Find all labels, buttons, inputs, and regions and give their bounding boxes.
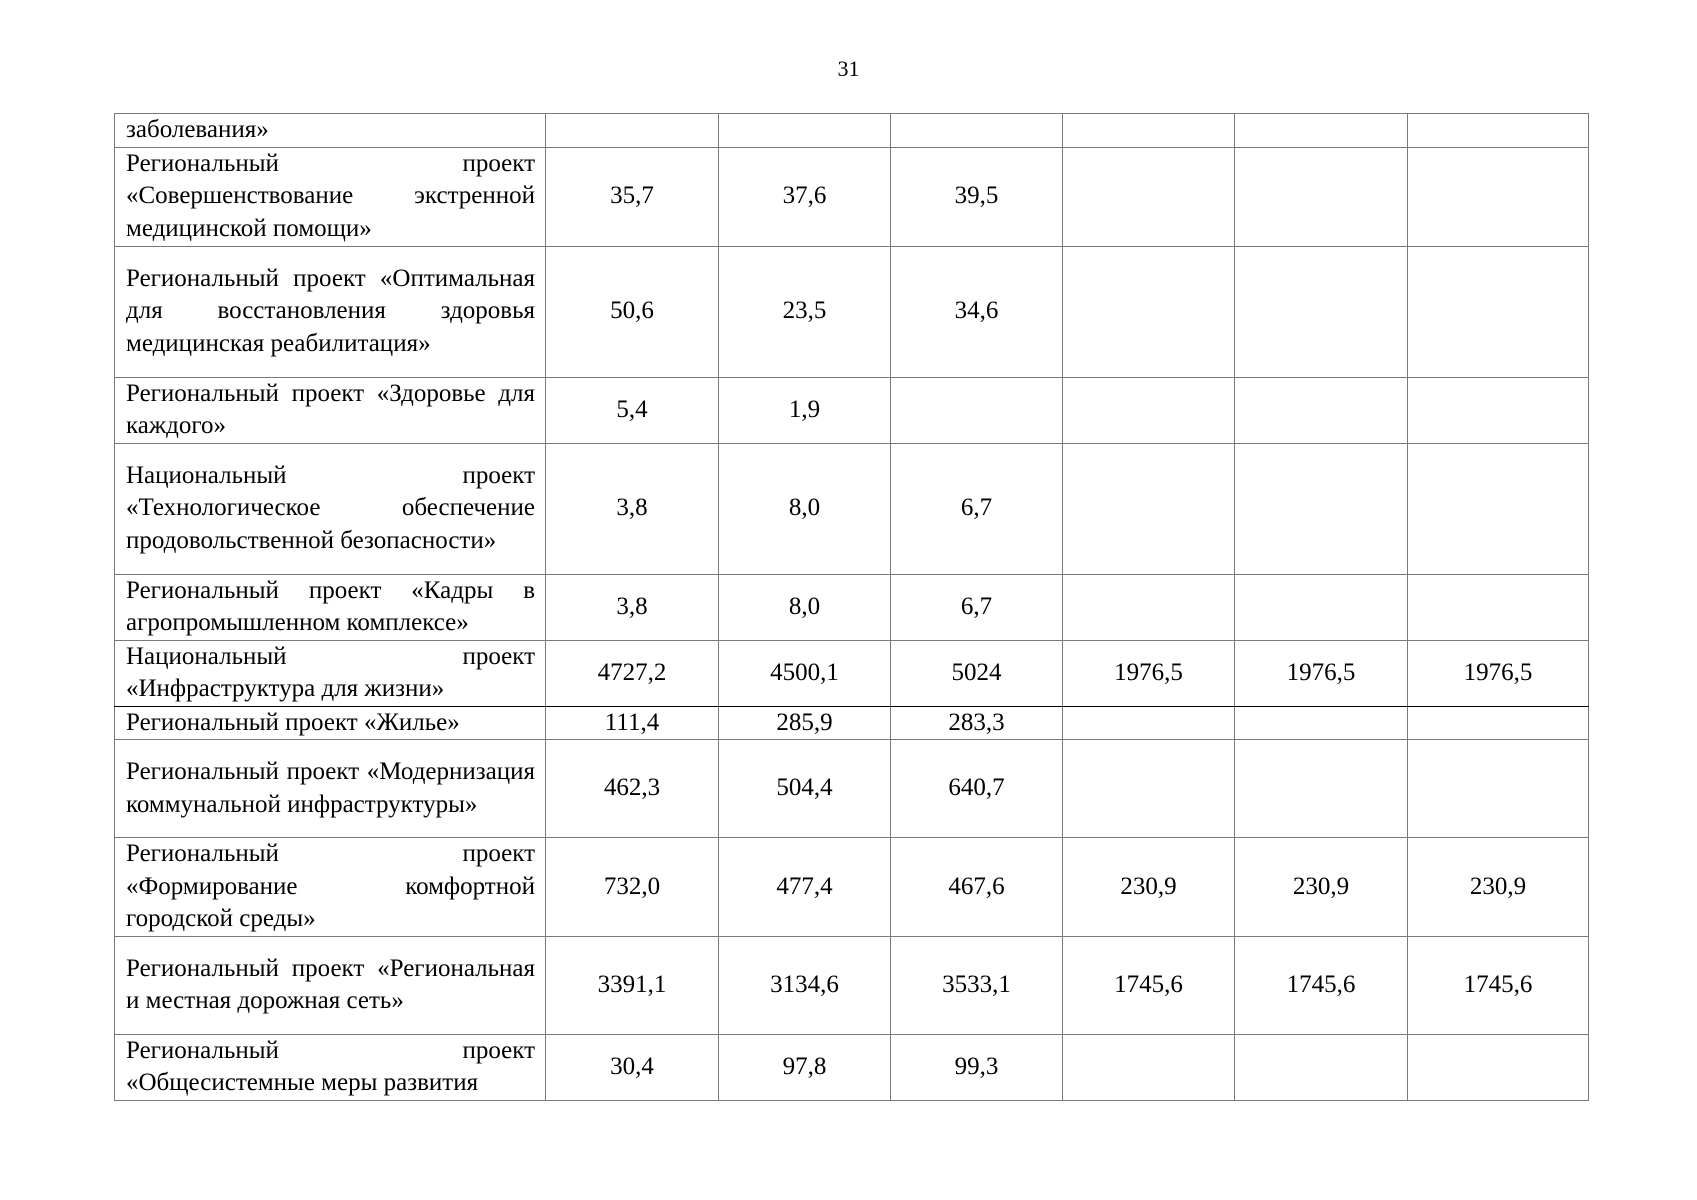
project-funding-table [114,113,1589,1101]
project-name-cell: Региональный проект «Здоровье для каждого» [115,377,546,443]
value-cell [1235,740,1408,838]
value-cell [1063,740,1235,838]
value-cell [719,114,891,148]
value-cell: 1745,6 [1235,936,1408,1034]
value-cell: 23,5 [719,246,891,377]
project-name-cell: Национальный проект «Инфраструктура для жизни» [115,640,546,706]
value-cell: 111,4 [546,706,719,740]
value-cell: 8,0 [719,574,891,640]
value-cell: 230,9 [1235,838,1408,937]
value-cell: 4727,2 [546,640,719,706]
value-cell: 5024 [891,640,1063,706]
project-name-cell: Региональный проект «Формирование комфортной городской среды» [115,838,546,937]
table-row [115,640,1589,706]
project-name-cell: Региональный проект «Общесистемные меры развития [115,1034,546,1100]
value-cell: 8,0 [719,443,891,574]
table-row [115,1034,1589,1100]
table-row [115,246,1589,377]
table-row [115,114,1589,148]
value-cell: 35,7 [546,147,719,246]
value-cell: 4500,1 [719,640,891,706]
page-number: 31 [837,56,860,81]
value-cell [1063,574,1235,640]
value-cell [1408,377,1589,443]
table-row [115,740,1589,838]
project-name-cell: Региональный проект «Модернизация коммунальной инфраструктуры» [115,740,546,838]
value-cell: 3,8 [546,443,719,574]
value-cell: 6,7 [891,574,1063,640]
value-cell [1063,246,1235,377]
value-cell [546,114,719,148]
value-cell [1063,377,1235,443]
value-cell: 462,3 [546,740,719,838]
value-cell [1235,114,1408,148]
value-cell [1408,740,1589,838]
value-cell: 467,6 [891,838,1063,937]
table-row [115,147,1589,246]
value-cell: 50,6 [546,246,719,377]
value-cell: 477,4 [719,838,891,937]
value-cell: 1976,5 [1063,640,1235,706]
value-cell [1408,1034,1589,1100]
value-cell: 3,8 [546,574,719,640]
table-row [115,936,1589,1034]
value-cell [1408,574,1589,640]
value-cell [1063,114,1235,148]
value-cell: 1976,5 [1235,640,1408,706]
value-cell [1408,147,1589,246]
table-row [115,443,1589,574]
value-cell: 285,9 [719,706,891,740]
value-cell [1408,114,1589,148]
project-name-cell: Региональный проект «Оптимальная для восстановления здоровья медицинская реабилитация» [115,246,546,377]
value-cell: 30,4 [546,1034,719,1100]
table-row [115,574,1589,640]
value-cell: 3134,6 [719,936,891,1034]
value-cell [1063,147,1235,246]
value-cell: 34,6 [891,246,1063,377]
value-cell: 1745,6 [1408,936,1589,1034]
value-cell [1063,1034,1235,1100]
value-cell: 230,9 [1063,838,1235,937]
value-cell [1235,377,1408,443]
value-cell: 97,8 [719,1034,891,1100]
table-row [115,706,1589,740]
value-cell: 3533,1 [891,936,1063,1034]
value-cell [1408,443,1589,574]
value-cell: 504,4 [719,740,891,838]
value-cell: 39,5 [891,147,1063,246]
value-cell: 1,9 [719,377,891,443]
value-cell: 5,4 [546,377,719,443]
project-name-cell: Региональный проект «Региональная и местная дорожная сеть» [115,936,546,1034]
value-cell: 640,7 [891,740,1063,838]
value-cell [1063,706,1235,740]
project-name-cell: заболевания» [115,114,546,148]
value-cell [1235,706,1408,740]
value-cell: 230,9 [1408,838,1589,937]
project-name-cell: Региональный проект «Кадры в агропромышленном комплексе» [115,574,546,640]
value-cell: 732,0 [546,838,719,937]
value-cell [1235,147,1408,246]
value-cell [1063,443,1235,574]
value-cell: 1745,6 [1063,936,1235,1034]
value-cell [891,377,1063,443]
value-cell: 37,6 [719,147,891,246]
value-cell: 99,3 [891,1034,1063,1100]
value-cell: 3391,1 [546,936,719,1034]
value-cell [1235,246,1408,377]
value-cell: 1976,5 [1408,640,1589,706]
value-cell [1408,246,1589,377]
value-cell [1235,1034,1408,1100]
project-name-cell: Региональный проект «Жилье» [115,706,546,740]
value-cell [891,114,1063,148]
table-row [115,838,1589,937]
table-row [115,377,1589,443]
project-name-cell: Региональный проект «Совершенствование экстренной медицинской помощи» [115,147,546,246]
value-cell: 283,3 [891,706,1063,740]
value-cell [1235,574,1408,640]
value-cell [1408,706,1589,740]
project-name-cell: Национальный проект «Технологическое обеспечение продовольственной безопасности» [115,443,546,574]
value-cell [1235,443,1408,574]
value-cell: 6,7 [891,443,1063,574]
